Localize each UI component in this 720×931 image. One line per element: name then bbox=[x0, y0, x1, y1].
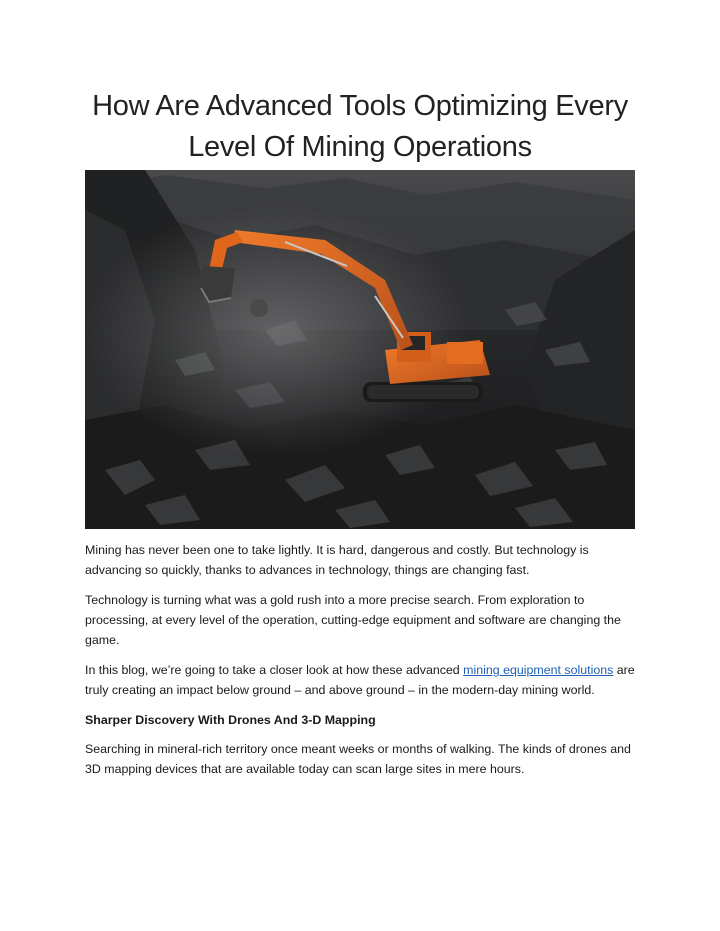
article-body bbox=[85, 540, 645, 789]
excavator-mining-photo bbox=[85, 170, 635, 529]
paragraph-intro: Mining has never been one to take lightly. It is hard, dangerous and costly. But technology is advancing so quickly, thanks to advances in technology, things are changing fast. bbox=[85, 543, 589, 577]
mining-equipment-link[interactable]: mining equipment solutions bbox=[463, 663, 614, 677]
paragraph-drones: Searching in mineral-rich territory once meant weeks or months of walking. The kinds of drones and 3D mapping devices that are available today can scan large sites in mere hours. bbox=[85, 742, 631, 776]
paragraph-technology: Technology is turning what was a gold rush into a more precise search. From exploration to processing, at every level of the operation, cutting-edge equipment and software are changing the game. bbox=[85, 593, 621, 647]
page-title bbox=[60, 86, 660, 168]
paragraph-blog-after: are truly creating an impact below ground – and above ground – in the modern-day mining world. bbox=[85, 663, 635, 697]
paragraph-blog bbox=[85, 660, 645, 700]
title-line-2: Level Of Mining Operations bbox=[188, 131, 532, 163]
paragraph-blog-before: In this blog, we’re going to take a closer look at how these advanced bbox=[85, 663, 464, 677]
title-line-1: How Are Advanced Tools Optimizing Every bbox=[92, 90, 628, 122]
section-heading: Sharper Discovery With Drones And 3-D Mapping bbox=[85, 713, 376, 727]
